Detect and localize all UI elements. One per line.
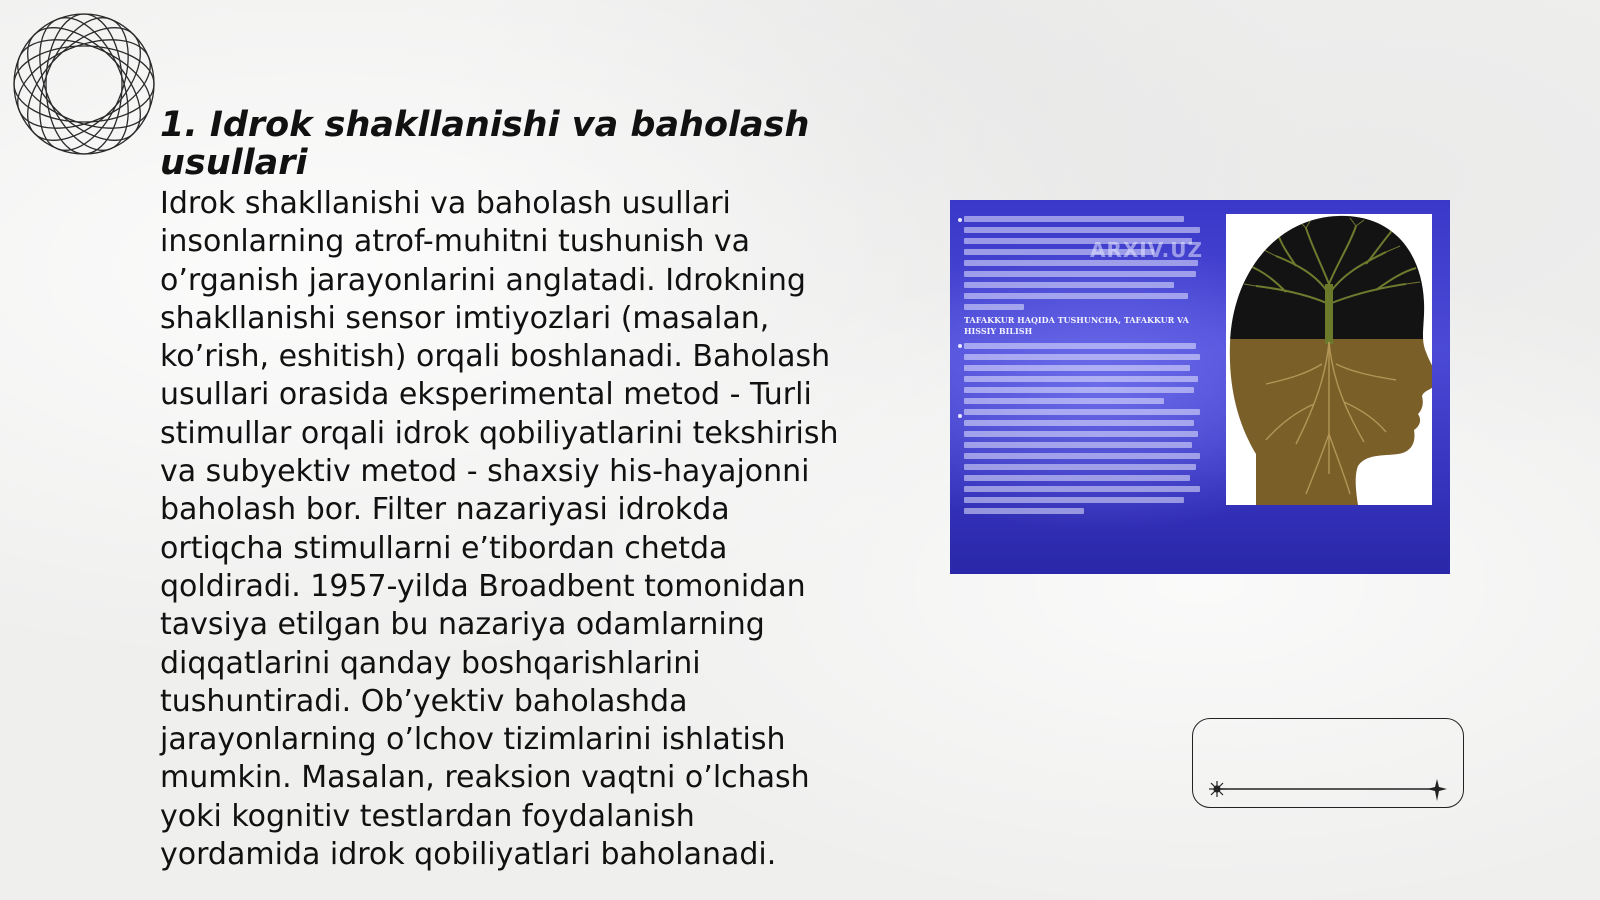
decorative-slider-frame (1192, 718, 1464, 808)
sun-burst-icon (1209, 781, 1225, 797)
head-tree-illustration (950, 200, 1450, 574)
interlocking-circles-ornament-icon (8, 8, 160, 160)
head-silhouette-image (1226, 214, 1432, 505)
slide-title: 1. Idrok shakllanishi va baholash usullari (160, 105, 810, 183)
picture-text-block (958, 216, 1206, 546)
picture-heading: TAFAKKUR HAQIDA TUSHUNCHA, TAFAKKUR VA HISSIY BILISH (964, 315, 1189, 336)
sparkle-cross-icon (1427, 779, 1447, 801)
picture-watermark: ARXIV.UZ (1090, 238, 1203, 262)
slide-body-text: Idrok shakllanishi va baholash usullari insonlarning atrof-muhitni tushunish va o’rganish jarayonlarini anglatadi. Idrokning shakllanishi sensor imtiyozlari (masalan, ko’rish, eshitish) orqali boshlanadi. Baholash usullari orasida eksperimental metod - Turli stimullar orqali idrok qobiliyatlarini tekshirish va subyektiv metod - shaxsiy his-hayajonni baholash bor. Filter nazariyasi idrokda ortiqcha stimullarni e’tibordan chetda qoldiradi. 1957-yilda Broadbent tomonidan tavsiya etilgan bu nazariya odamlarning diqqatlarini qanday boshqarishlarini tushuntiradi. Ob’yektiv baholashda jarayonlarning o’lchov tizimlarini ishlatish mumkin. Masalan, reaksion vaqtni o’lchash yoki kognitiv testlardan foydalanish yordamida idrok qobiliyatlari baholanadi. (160, 186, 839, 873)
